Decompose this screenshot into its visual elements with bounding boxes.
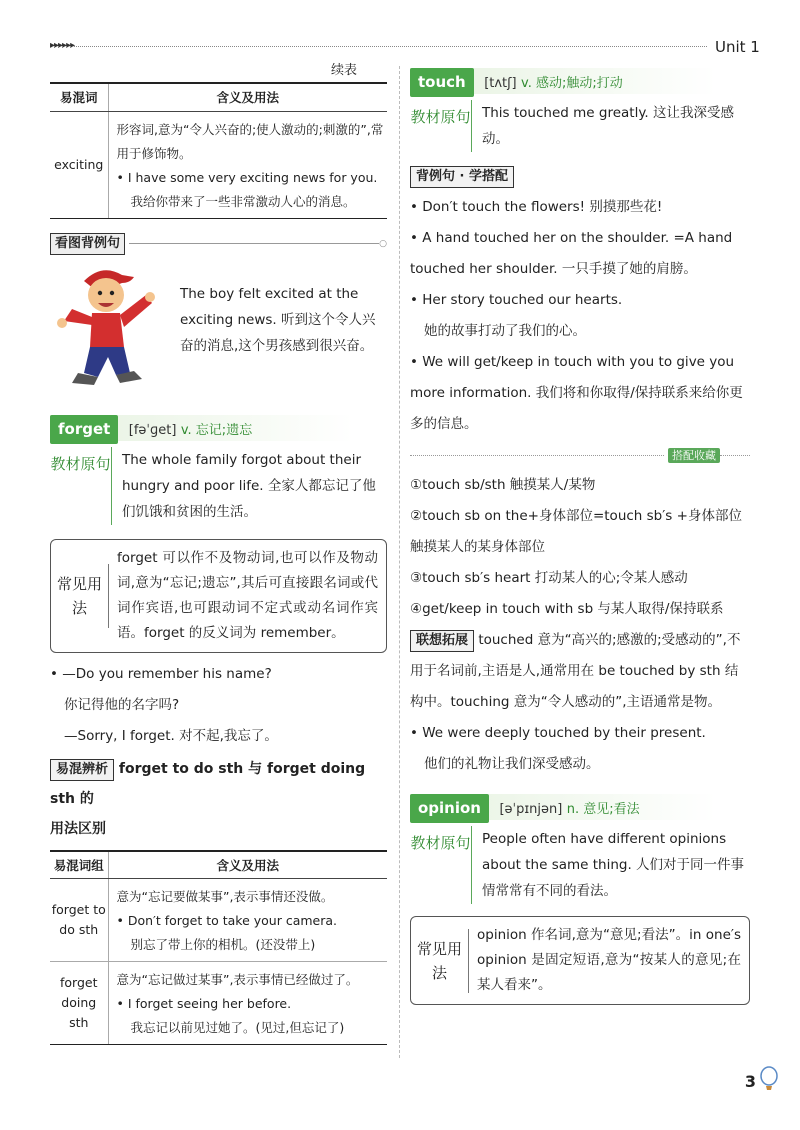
table-header-word: 易混词 bbox=[50, 83, 108, 111]
example-line: • Don′t forget to take your camera. bbox=[116, 913, 338, 928]
collect-label: 搭配收藏 bbox=[668, 448, 720, 463]
table-cell-meaning bbox=[108, 111, 387, 218]
collocation-list bbox=[410, 470, 750, 625]
example-line: 他们的礼物让我们深受感动。 bbox=[424, 756, 600, 772]
left-column bbox=[50, 60, 387, 1045]
meaning-line: 意为“忘记要做某事”,表示事情还没做。 bbox=[116, 889, 334, 904]
example-line: 她的故事打动了我们的心。 bbox=[424, 323, 586, 339]
usage-text: forget 可以作不及物动词,也可以作及物动词,意为“忘记;遗忘”,其后可直接跟名词或代词作宾语,也可跟动词不定式或动名词作宾语。forget 的反义词为 remember。 bbox=[117, 549, 378, 641]
example-line: —Sorry, I forget. 对不起,我忘了。 bbox=[64, 727, 278, 744]
example-line: 你记得他的名字吗? bbox=[64, 696, 180, 713]
examples-tag: 背例句 · 学搭配 bbox=[410, 166, 514, 188]
phonetic: [əˈpɪnjən] bbox=[499, 802, 563, 817]
collocation-item: ③touch sb′s heart 打动某人的心;令某人感动 bbox=[410, 570, 688, 586]
table-row bbox=[50, 111, 387, 218]
examples-heading bbox=[410, 166, 750, 188]
table-header-meaning: 含义及用法 bbox=[108, 851, 387, 879]
example-line: • Her story touched our hearts. bbox=[410, 292, 623, 308]
collocation-item: ④get/keep in touch with sb 与某人取得/保持联系 bbox=[410, 601, 724, 617]
usage-label: 常见用法 bbox=[51, 564, 109, 628]
table-header-meaning: 含义及用法 bbox=[108, 83, 387, 111]
extend-paragraph bbox=[410, 625, 750, 718]
table-row bbox=[50, 879, 387, 962]
opinion-headword-bar bbox=[410, 794, 750, 820]
distinguish-heading bbox=[50, 754, 387, 814]
part-of-speech: v. 忘记;遗忘 bbox=[180, 422, 253, 438]
table-row bbox=[50, 962, 387, 1045]
textbook-original-sentence bbox=[410, 826, 750, 904]
translation-line: 别忘了带上你的相机。(还没带上) bbox=[130, 937, 316, 952]
orig-text: The whole family forgot about their hungry and poor life. 全家人都忘记了他们饥饿和贫困的生活。 bbox=[122, 451, 376, 520]
table-cell-phrase: forget to do sth bbox=[50, 879, 108, 962]
confusable-words-table bbox=[50, 82, 387, 219]
table-header-phrase: 易混词组 bbox=[50, 851, 108, 879]
unit-title: Unit 1 bbox=[715, 38, 760, 56]
collocation-item: ②touch sb on the+身体部位=touch sb′s +身体部位 触摸某人的某身体部位 bbox=[410, 508, 742, 555]
textbook-original-sentence bbox=[410, 100, 750, 152]
example-line: • I have some very exciting news for you. bbox=[116, 169, 378, 185]
headword-opinion: opinion bbox=[410, 794, 489, 823]
column-separator bbox=[399, 66, 400, 1058]
orig-label: 教材原句 bbox=[410, 826, 472, 904]
picture-section-header bbox=[50, 233, 387, 255]
divider bbox=[720, 455, 750, 456]
translation-line: 我忘记以前见过她了。(见过,但忘记了) bbox=[130, 1020, 345, 1035]
header-arrows: ▸▸▸▸▸▸ bbox=[50, 40, 75, 51]
example-line: • —Do you remember his name? bbox=[50, 665, 272, 682]
extend-tag: 联想拓展 bbox=[410, 630, 474, 652]
headword-forget: forget bbox=[50, 415, 118, 444]
common-usage-box bbox=[410, 916, 750, 1005]
common-usage-box bbox=[50, 539, 387, 653]
orig-label: 教材原句 bbox=[50, 447, 112, 525]
part-of-speech: n. 意见;看法 bbox=[566, 802, 640, 817]
orig-label: 教材原句 bbox=[410, 100, 472, 152]
table-caption: 续表 bbox=[330, 63, 357, 78]
picture-caption: The boy felt excited at the exciting news. 听到这个令人兴奋的消息,这个男孩感到很兴奋。 bbox=[180, 285, 376, 354]
distinguish-text-2: 用法区别 bbox=[50, 820, 106, 837]
divider bbox=[410, 455, 664, 456]
cartoon-boy-illustration bbox=[50, 261, 170, 399]
phonetic: [tʌtʃ] bbox=[484, 76, 517, 91]
example-line: • Don′t touch the flowers! 别摸那些花! bbox=[410, 199, 663, 215]
balloon-icon bbox=[760, 1066, 778, 1092]
forget-examples bbox=[50, 659, 387, 752]
phonetic: [fəˈɡet] bbox=[128, 422, 177, 438]
picture-tag: 看图背例句 bbox=[50, 233, 125, 255]
picture-section bbox=[50, 261, 387, 399]
confusable-phrases-table bbox=[50, 850, 387, 1046]
table-cell-word: exciting bbox=[50, 111, 108, 218]
forget-headword-bar bbox=[50, 415, 387, 441]
textbook-original-sentence bbox=[50, 447, 387, 525]
touch-examples bbox=[410, 192, 750, 440]
orig-text: People often have different opinions about the same thing. 人们对于同一件事情常常有不同的看法。 bbox=[482, 831, 745, 899]
usage-text: opinion 作名词,意为“意见;看法”。in one′s opinion 是固定短语,意为“按某人的意见;在某人看来”。 bbox=[477, 927, 741, 993]
example-line: • We will get/keep in touch with you to give you more information. 我们将和你取得/保持联系来给你更多的信息。 bbox=[410, 354, 743, 432]
table-cell-meaning bbox=[108, 879, 387, 962]
collocation-divider bbox=[410, 446, 750, 464]
meaning-line: 意为“忘记做过某事”,表示事情已经做过了。 bbox=[116, 972, 359, 987]
right-column bbox=[410, 68, 750, 1005]
extend-text: touched 意为“高兴的;感激的;受感动的”,不用于名词前,主语是人,通常用在 be touched by sth 结构中。touching 意为“令人感动的”,主语通常是物。 bbox=[410, 632, 741, 710]
table-cell-meaning bbox=[108, 962, 387, 1045]
example-line: • I forget seeing her before. bbox=[116, 996, 292, 1011]
page-number: 3 bbox=[744, 1072, 756, 1091]
example-line: • We were deeply touched by their present. bbox=[410, 725, 706, 741]
distinguish-tag: 易混辨析 bbox=[50, 759, 114, 781]
divider bbox=[129, 243, 379, 244]
orig-text: This touched me greatly. 这让我深受感动。 bbox=[482, 105, 734, 147]
touch-headword-bar bbox=[410, 68, 750, 94]
table-cell-phrase: forget doing sth bbox=[50, 962, 108, 1045]
meaning-line: 形容词,意为“令人兴奋的;使人激动的;刺激的”,常用于修饰物。 bbox=[116, 121, 384, 161]
header-dotted-line bbox=[52, 46, 707, 47]
distinguish-text: forget to do sth 与 forget doing sth 的 bbox=[50, 760, 366, 807]
translation-line: 我给你带来了一些非常激动人心的消息。 bbox=[130, 193, 356, 209]
headword-touch: touch bbox=[410, 68, 474, 97]
collocation-item: ①touch sb/sth 触摸某人/某物 bbox=[410, 477, 596, 493]
circle-end-icon: ○ bbox=[379, 238, 387, 249]
example-line: • A hand touched her on the shoulder. =A hand touched her shoulder. 一只手摸了她的肩膀。 bbox=[410, 230, 733, 277]
part-of-speech: v. 感动;触动;打动 bbox=[521, 76, 623, 91]
usage-label: 常见用法 bbox=[411, 929, 469, 993]
